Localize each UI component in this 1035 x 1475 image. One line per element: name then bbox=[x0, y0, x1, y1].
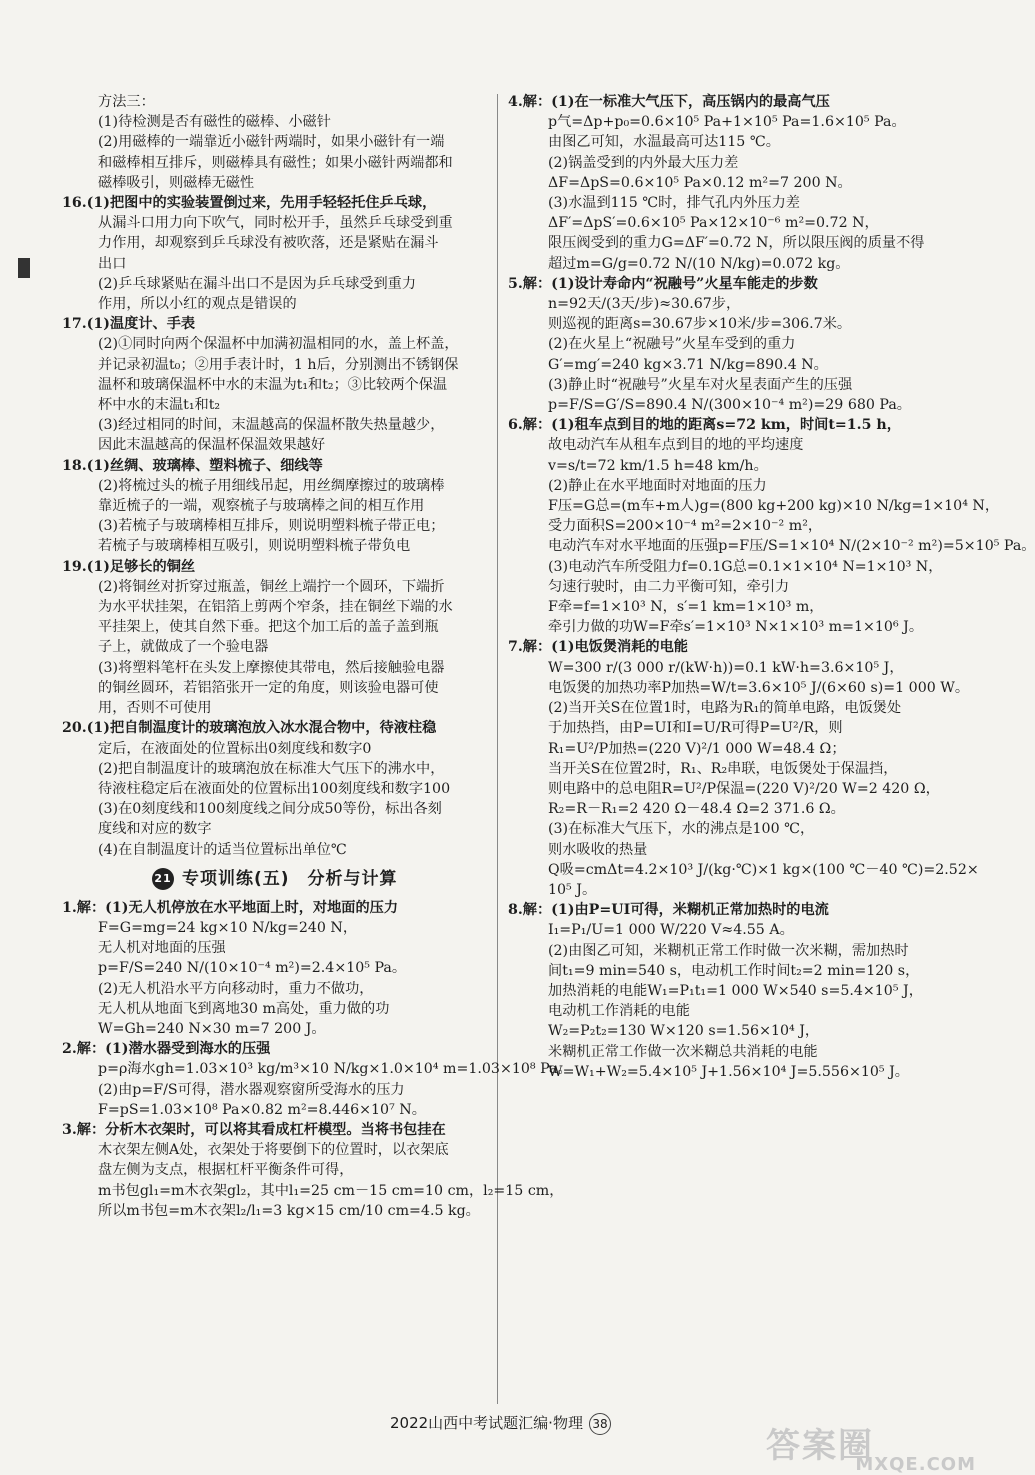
text-line: 电饭煲的加热功率P加热=W/t=3.6×10⁵ J/(6×60 s)=1 000 W。 bbox=[548, 679, 970, 696]
text-line: 的铜丝圆环，若铝箔张开一定的角度，则该验电器可使 bbox=[98, 679, 439, 696]
text-line: (2)由图乙可知，米糊机正常工作时做一次米糊，需加热时 bbox=[548, 942, 909, 959]
text-line: 并记录初温t₀；②用手表计时，1 h后，分别测出不锈钢保 bbox=[98, 356, 459, 373]
text-line: 由图乙可知，水温最高可达115 ℃。 bbox=[548, 134, 780, 151]
text-line: 20.(1)把自制温度计的玻璃泡放入冰水混合物中，待液柱稳 bbox=[62, 720, 437, 737]
text-line: W=Gh=240 N×30 m=7 200 J。 bbox=[98, 1020, 326, 1037]
text-line: 受力面积S=200×10⁻⁴ m²=2×10⁻² m²， bbox=[548, 518, 823, 535]
page-number: 38 bbox=[589, 1413, 611, 1435]
text-line: 温杯和玻璃保温杯中水的末温为t₁和t₂；③比较两个保温 bbox=[98, 376, 448, 393]
text-line: 平挂架上，使其自然下垂。把这个加工后的盖子盖到瓶 bbox=[98, 619, 439, 636]
text-line: 4.解：(1)在一标准大气压下，高压锅内的最高气压 bbox=[508, 94, 830, 110]
text-line: F牵=f=1×10³ N，s′=1 km=1×10³ m， bbox=[548, 599, 824, 616]
text-line: W=300 r/(3 000 r/(kW·h))=0.1 kW·h=3.6×10⁵ J， bbox=[548, 659, 904, 676]
page-footer bbox=[390, 1412, 611, 1435]
text-line: W₂=P₂t₂=130 W×120 s=1.56×10⁴ J， bbox=[548, 1023, 820, 1040]
text-line: (2)用磁棒的一端靠近小磁针两端时，如果小磁针有一端 bbox=[98, 134, 445, 151]
text-line: 无人机从地面飞到离地30 m高处，重力做的功 bbox=[98, 1000, 390, 1017]
text-line: 靠近梳子的一端，观察梳子与玻璃棒之间的相互作用 bbox=[98, 498, 425, 515]
text-line: (2)将铜丝对折穿过瓶盖，铜丝上端拧一个圆环，下端折 bbox=[98, 578, 445, 595]
column-divider bbox=[497, 94, 498, 1404]
text-line: 则巡视的距离s=30.67步×10米/步=306.7米。 bbox=[548, 316, 852, 333]
text-line: (2)乒乓球紧贴在漏斗出口不是因为乒乓球受到重力 bbox=[98, 275, 417, 292]
text-line: (3)静止时“祝融号”火星车对火星表面产生的压强 bbox=[548, 376, 853, 393]
text-line: 牵引力做的功W=F牵s′=1×10³ N×1×10³ m=1×10⁶ J。 bbox=[548, 619, 924, 636]
text-line: (2)在火星上“祝融号”火星车受到的重力 bbox=[548, 336, 796, 353]
text-line: 则电路中的总电阻R=U²/P保温=(220 V)²/20 W=2 420 Ω， bbox=[548, 780, 940, 797]
text-line: (2)将梳过头的梳子用细线吊起，用丝绸摩擦过的玻璃棒 bbox=[98, 477, 445, 494]
text-line: p=F/S=240 N/(10×10⁻⁴ m²)=2.4×10⁵ Pa。 bbox=[98, 960, 407, 977]
text-line: (2)把自制温度计的玻璃泡放在标准大气压下的沸水中， bbox=[98, 760, 445, 777]
section-number-icon: 21 bbox=[152, 868, 174, 890]
text-line: 无人机对地面的压强 bbox=[98, 940, 226, 957]
text-line: 用，否则不可使用 bbox=[98, 700, 212, 717]
text-line: 力作用，却观察到乒乓球没有被吹落，还是紧贴在漏斗 bbox=[98, 235, 439, 252]
text-line: 电动机工作消耗的电能 bbox=[548, 1003, 690, 1020]
text-line: 3.解：分析木衣架时，可以将其看成杠杆模型。当将书包挂在 bbox=[62, 1121, 446, 1138]
text-line: 于加热挡，由P=UI和I=U/R可得P=U²/R，则 bbox=[548, 720, 843, 737]
text-line: 和磁棒相互排斥，则磁棒具有磁性；如果小磁针两端都和 bbox=[98, 154, 453, 171]
text-line: p=ρ海水gh=1.03×10³ kg/m³×10 N/kg×1.0×10⁴ m=1.03×10⁸ Pa。 bbox=[98, 1061, 572, 1078]
text-line: 出口 bbox=[98, 255, 127, 272]
text-line: (3)电动汽车所受阻力f=0.1G总=0.1×1×10⁴ N=1×10³ N， bbox=[548, 558, 943, 575]
text-line: 19.(1)足够长的铜丝 bbox=[62, 558, 196, 575]
text-line: I₁=P₁/U=1 000 W/220 V≈4.55 A。 bbox=[548, 922, 794, 939]
text-line: 8.解：(1)由P=UI可得，米糊机正常加热时的电流 bbox=[508, 902, 829, 919]
text-line: n=92天/(3天/步)≈30.67步， bbox=[548, 296, 741, 313]
text-line: 电动汽车对水平地面的压强p=F压/S=1×10⁴ N/(2×10⁻² m²)=5×10⁵ Pa。 bbox=[548, 538, 1035, 555]
text-line: 待液柱稳定后在液面处的位置标出100刻度线和数字100 bbox=[98, 780, 451, 797]
text-line: (3)将塑料笔杆在头发上摩擦使其带电，然后接触验电器 bbox=[98, 659, 445, 676]
text-line: ΔF=ΔpS=0.6×10⁵ Pa×0.12 m²=7 200 N。 bbox=[548, 174, 852, 191]
text-line: 1.解：(1)无人机停放在水平地面上时，对地面的压力 bbox=[62, 899, 399, 916]
text-line: (2)静止在水平地面时对地面的压力 bbox=[548, 477, 767, 494]
text-line: 木衣架左侧A处，衣架处于将要倒下的位置时，以衣架底 bbox=[98, 1142, 449, 1159]
text-line: 10⁵ J。 bbox=[548, 881, 597, 898]
text-line: (3)若梳子与玻璃棒相互排斥，则说明塑料梳子带正电； bbox=[98, 518, 445, 535]
footer-title: 2022山西中考试题汇编·物理 bbox=[390, 1414, 583, 1432]
section-heading bbox=[152, 868, 492, 890]
text-line: F=pS=1.03×10⁸ Pa×0.82 m²=8.446×10⁷ N。 bbox=[98, 1101, 426, 1118]
text-line: (3)经过相同的时间，末温越高的保温杯散失热量越少， bbox=[98, 417, 445, 434]
text-line: (1)待检测是否有磁性的磁棒、小磁针 bbox=[98, 114, 331, 131]
text-line: F=G=mg=24 kg×10 N/kg=240 N， bbox=[98, 919, 358, 936]
text-line: F压=G总=(m车+m人)g=(800 kg+200 kg)×10 N/kg=1×10⁴ N， bbox=[548, 498, 1000, 515]
text-line: (2)锅盖受到的内外最大压力差 bbox=[548, 154, 739, 171]
text-line: 超过m=G/g=0.72 N/(10 N/kg)=0.072 kg。 bbox=[548, 255, 850, 272]
text-line: ΔF′=ΔpS′=0.6×10⁵ Pa×12×10⁻⁶ m²=0.72 N， bbox=[548, 215, 879, 232]
text-line: p=F/S=G′/S=890.4 N/(300×10⁻⁴ m²)=29 680 Pa。 bbox=[548, 397, 911, 414]
text-line: 子上，就做成了一个验电器 bbox=[98, 639, 269, 656]
text-line: 则水吸收的热量 bbox=[548, 841, 648, 858]
text-line: (2)①同时向两个保温杯中加满初温相同的水，盖上杯盖， bbox=[98, 336, 459, 353]
text-line: 方法三： bbox=[98, 94, 155, 110]
text-line: 加热消耗的电能W₁=P₁t₁=1 000 W×540 s=5.4×10⁵ J， bbox=[548, 982, 923, 999]
right-column bbox=[508, 92, 1035, 1082]
text-line: 米糊机正常工作做一次米糊总共消耗的电能 bbox=[548, 1043, 818, 1060]
text-line: 磁棒吸引，则磁棒无磁性 bbox=[98, 174, 255, 191]
left-answers-bottom bbox=[62, 898, 572, 1221]
text-line: 杯中水的末温t₁和t₂ bbox=[98, 397, 221, 414]
text-line: (3)水温到115 ℃时，排气孔内外压力差 bbox=[548, 195, 800, 212]
watermark-text: 答案圈 bbox=[766, 1426, 874, 1466]
text-line: 6.解：(1)租车点到目的地的距离s=72 km，时间t=1.5 h， bbox=[508, 417, 901, 434]
left-answers-top bbox=[62, 92, 492, 860]
text-line: 17.(1)温度计、手表 bbox=[62, 316, 196, 333]
text-line: 2.解：(1)潜水器受到海水的压强 bbox=[62, 1041, 271, 1058]
text-line: (3)在0刻度线和100刻度线之间分成50等份，标出各刻 bbox=[98, 801, 442, 818]
text-line: (4)在自制温度计的适当位置标出单位℃ bbox=[98, 841, 347, 858]
text-line: 若梳子与玻璃棒相互吸引，则说明塑料梳子带负电 bbox=[98, 538, 411, 555]
text-line: (2)当开关S在位置1时，电路为R₁的简单电路，电饭煲处 bbox=[548, 700, 902, 717]
text-line: 度线和对应的数字 bbox=[98, 821, 212, 838]
text-line: 限压阀受到的重力G=ΔF′=0.72 N，所以限压阀的质量不得 bbox=[548, 235, 925, 252]
side-marker bbox=[18, 258, 30, 278]
text-line: 16.(1)把图中的实验装置倒过来，先用手轻轻托住乒乓球， bbox=[62, 195, 437, 212]
left-column bbox=[62, 92, 572, 1221]
text-line: 5.解：(1)设计寿命内“祝融号”火星车能走的步数 bbox=[508, 275, 818, 292]
text-line: (2)无人机沿水平方向移动时，重力不做功， bbox=[98, 980, 374, 997]
text-line: 7.解：(1)电饭煲消耗的电能 bbox=[508, 639, 688, 656]
text-line: 匀速行驶时，由二力平衡可知，牵引力 bbox=[548, 578, 790, 595]
text-line: Q吸=cmΔt=4.2×10³ J/(kg·℃)×1 kg×(100 ℃－40 ℃)=2.52× bbox=[548, 861, 979, 878]
text-line: 为水平状挂架，在铝箔上剪两个窄条，挂在铜丝下端的水 bbox=[98, 599, 453, 616]
text-line: W=W₁+W₂=5.4×10⁵ J+1.56×10⁴ J=5.556×10⁵ J。 bbox=[548, 1063, 909, 1080]
text-line: 18.(1)丝绸、玻璃棒、塑料梳子、细线等 bbox=[62, 457, 323, 474]
text-line: G′=mg′=240 kg×3.71 N/kg=890.4 N。 bbox=[548, 356, 828, 373]
text-line: 所以m书包=m木衣架l₂/l₁=3 kg×15 cm/10 cm=4.5 kg。 bbox=[98, 1202, 480, 1219]
text-line: R₁=U²/P加热=(220 V)²/1 000 W=48.4 Ω； bbox=[548, 740, 846, 757]
right-answers bbox=[508, 92, 1035, 1082]
text-line: 从漏斗口用力向下吹气，同时松开手，虽然乒乓球受到重 bbox=[98, 215, 453, 232]
text-line: p气=Δp+p₀=0.6×10⁵ Pa+1×10⁵ Pa=1.6×10⁵ Pa。 bbox=[548, 114, 906, 131]
text-line: v=s/t=72 km/1.5 h=48 km/h。 bbox=[548, 457, 768, 474]
text-line: 间t₁=9 min=540 s，电动机工作时间t₂=2 min=120 s， bbox=[548, 962, 920, 979]
watermark-url: MXQE.COM bbox=[855, 1454, 976, 1475]
text-line: 因此末温越高的保温杯保温效果越好 bbox=[98, 437, 326, 454]
text-line: 故电动汽车从租车点到目的地的平均速度 bbox=[548, 437, 804, 454]
text-line: 盘左侧为支点，根据杠杆平衡条件可得， bbox=[98, 1162, 354, 1179]
text-line: 当开关S在位置2时，R₁、R₂串联，电饭煲处于保温挡， bbox=[548, 760, 898, 777]
watermark-logo bbox=[766, 1418, 976, 1475]
text-line: 作用，所以小红的观点是错误的 bbox=[98, 296, 297, 313]
text-line: (3)在标准大气压下，水的沸点是100 ℃， bbox=[548, 821, 815, 838]
text-line: (2)由p=F/S可得，潜水器观察窗所受海水的压力 bbox=[98, 1081, 405, 1098]
text-line: R₂=R－R₁=2 420 Ω－48.4 Ω=2 371.6 Ω。 bbox=[548, 801, 845, 818]
text-line: 定后，在液面处的位置标出0刻度线和数字0 bbox=[98, 740, 372, 757]
section-title: 专项训练(五) 分析与计算 bbox=[182, 868, 398, 889]
text-line: m书包gl₁=m木衣架gl₂，其中l₁=25 cm－15 cm=10 cm，l₂=15 cm， bbox=[98, 1182, 564, 1199]
